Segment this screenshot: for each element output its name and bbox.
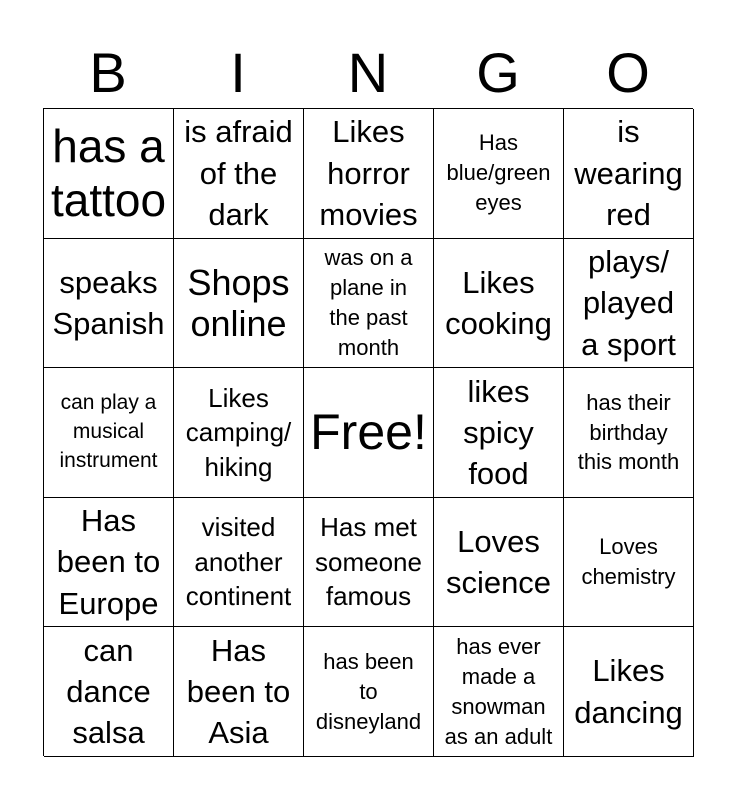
bingo-square[interactable]: Likes dancing <box>564 627 694 757</box>
bingo-square[interactable]: is afraid of the dark <box>174 109 304 239</box>
bingo-square[interactable]: Has been to Asia <box>174 627 304 757</box>
bingo-square[interactable]: Has been to Europe <box>44 498 174 628</box>
bingo-square[interactable]: has a tattoo <box>44 109 174 239</box>
bingo-square[interactable]: Likes horror movies <box>304 109 434 239</box>
bingo-square[interactable]: has been to disneyland <box>304 627 434 757</box>
bingo-square[interactable]: speaks Spanish <box>44 239 174 369</box>
header-letter-b: B <box>89 41 127 104</box>
header-letter-i: I <box>230 41 246 104</box>
bingo-square[interactable]: Loves chemistry <box>564 498 694 628</box>
bingo-square[interactable]: Likes cooking <box>434 239 564 369</box>
bingo-square[interactable]: Has met someone famous <box>304 498 434 628</box>
bingo-square[interactable]: Likes camping/ hiking <box>174 368 304 498</box>
bingo-square[interactable]: Has blue/green eyes <box>434 109 564 239</box>
bingo-square[interactable]: has ever made a snowman as an adult <box>434 627 564 757</box>
bingo-card-grid <box>43 108 693 756</box>
bingo-square[interactable]: has their birthday this month <box>564 368 694 498</box>
bingo-square[interactable]: plays/ played a sport <box>564 239 694 369</box>
header-letter-n: N <box>347 41 389 104</box>
bingo-square[interactable]: can play a musical instrument <box>44 368 174 498</box>
bingo-square[interactable]: Loves science <box>434 498 564 628</box>
header-letter-g: G <box>476 41 520 104</box>
bingo-square[interactable]: Shops online <box>174 239 304 369</box>
bingo-square[interactable]: is wearing red <box>564 109 694 239</box>
bingo-square[interactable]: visited another continent <box>174 498 304 628</box>
header-letter-o: O <box>606 41 650 104</box>
bingo-free-square[interactable]: Free! <box>304 368 434 498</box>
bingo-square[interactable]: likes spicy food <box>434 368 564 498</box>
bingo-square[interactable]: can dance salsa <box>44 627 174 757</box>
bingo-header <box>43 38 693 108</box>
bingo-square[interactable]: was on a plane in the past month <box>304 239 434 369</box>
